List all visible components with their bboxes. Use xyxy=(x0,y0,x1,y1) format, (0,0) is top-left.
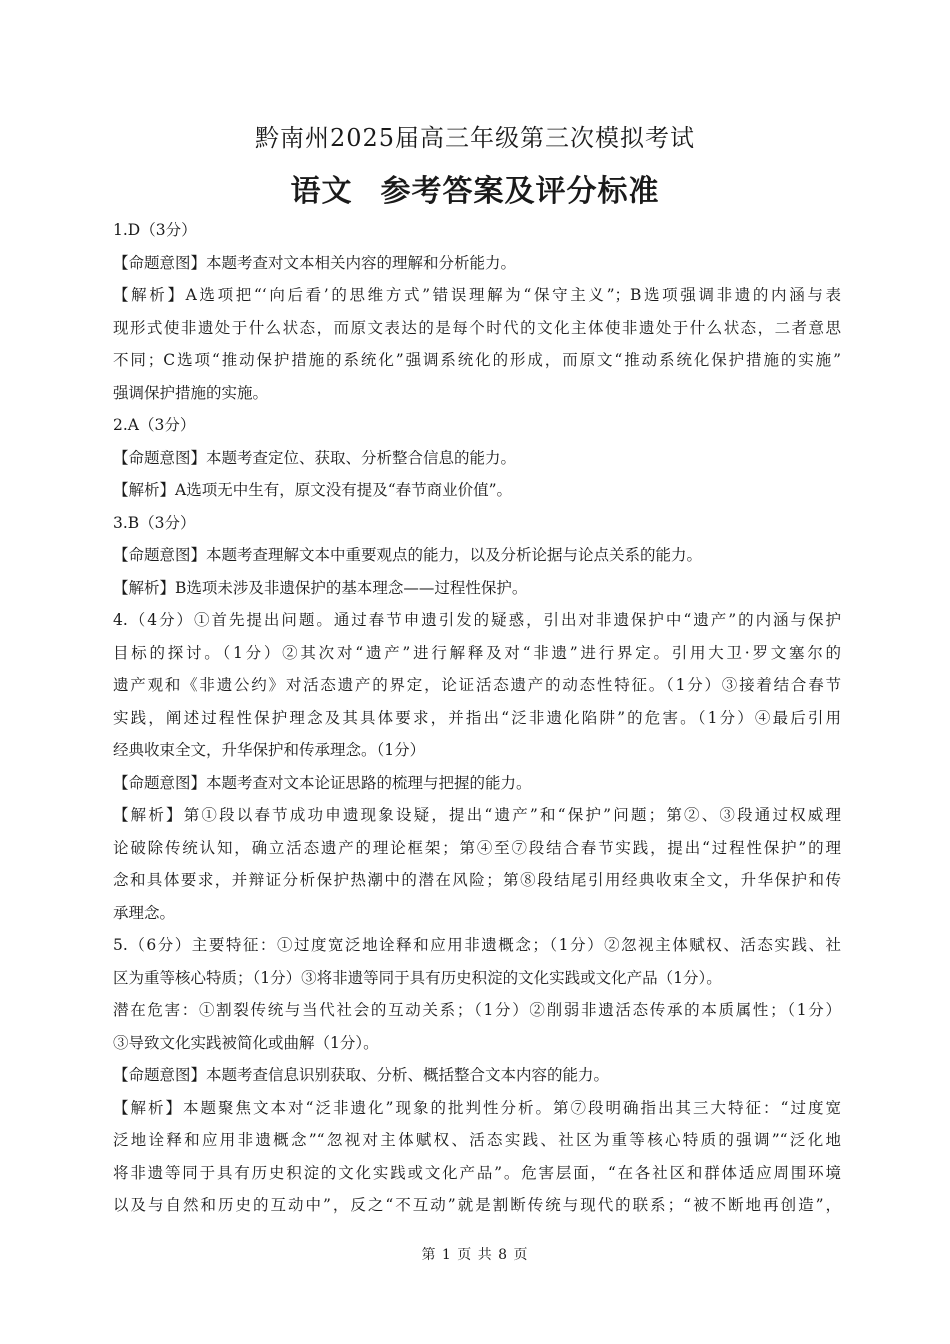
text-line: 将非遗等同于具有历史积淀的文化实践或文化产品”。危害层面，“在各社区和群体适应周围环境 xyxy=(113,1163,841,1182)
text-line: 目标的探讨。（1分）②其次对“遗产”进行解释及对“非遗”进行界定。引用大卫·罗文塞尔的 xyxy=(113,643,841,662)
text-line: 【解析】B选项未涉及非遗保护的基本理念——过程性保护。 xyxy=(113,578,528,597)
text-line: 区为重等核心特质；（1分）③将非遗等同于具有历史积淀的文化实践或文化产品（1分）。 xyxy=(113,968,722,987)
text-line: 3.B（3分） xyxy=(113,513,196,532)
text-line: 遗产观和《非遗公约》对活态遗产的界定，论证活态遗产的动态性特征。（1分）③接着结合春节 xyxy=(113,676,841,694)
text-line: 5.（6分）主要特征：①过度宽泛地诠释和应用非遗概念；（1分）②忽视主体赋权、活态实践、社 xyxy=(113,936,841,954)
text-line: ③导致文化实践被简化或曲解（1分）。 xyxy=(113,1033,379,1052)
text-line: 强调保护措施的实施。 xyxy=(113,383,269,402)
text-line: 【命题意图】本题考查对文本论证思路的梳理与把握的能力。 xyxy=(113,773,532,792)
text-line: 【解析】A选项把“‘向后看’的思维方式”错误理解为“保守主义”；B选项强调非遗的内涵与表 xyxy=(113,286,841,304)
text-line: 承理念。 xyxy=(113,903,176,922)
text-line: 2.A（3分） xyxy=(113,416,196,434)
text-line: 以及与自然和历史的互动中”，反之“不互动”就是割断传统与现代的联系；“被不断地再创造”， xyxy=(113,1196,841,1214)
text-line: 不同；C选项“推动保护措施的系统化”强调系统化的形成，而原文“推动系统化保护措施的实施” xyxy=(113,351,841,369)
text-line: 【命题意图】本题考查信息识别获取、分析、概括整合文本内容的能力。 xyxy=(113,1066,610,1084)
answer-content xyxy=(113,214,841,1222)
text-line: 潜在危害：①割裂传统与当代社会的互动关系；（1分）②削弱非遗活态传承的本质属性；（1分） xyxy=(113,1001,841,1019)
answer-key-title xyxy=(0,166,950,210)
text-line: 念和具体要求，并辩证分析保护热潮中的潜在风险；第⑧段结尾引用经典收束全文，升华保护和传 xyxy=(113,871,841,889)
subject-label: 语文 xyxy=(290,174,353,209)
text-line: 【命题意图】本题考查理解文本中重要观点的能力，以及分析论据与论点关系的能力。 xyxy=(113,546,703,564)
text-line: 实践，阐述过程性保护理念及其具体要求，并指出“泛非遗化陷阱”的危害。（1分）④最后引用 xyxy=(113,708,841,727)
text-line: 【解析】本题聚焦文本对“泛非遗化”现象的批判性分析。第⑦段明确指出其三大特征：“过度宽 xyxy=(113,1098,841,1117)
text-line: 4.（4分）①首先提出问题。通过春节申遗引发的疑惑，引出对非遗保护中“遗产”的内涵与保护 xyxy=(113,611,841,629)
text-line: 论破除传统认知，确立活态遗产的理论框架；第④至⑦段结合春节实践，提出“过程性保护”的理 xyxy=(113,838,841,857)
text-line: 【解析】第①段以春节成功申遗现象设疑，提出“遗产”和“保护”问题；第②、③段通过权威理 xyxy=(113,806,841,824)
exam-title: 黔南州2025届高三年级第三次模拟考试 xyxy=(254,124,696,152)
text-line: 现形式使非遗处于什么状态，而原文表达的是每个时代的文化主体使非遗处于什么状态，二者意思 xyxy=(113,318,841,337)
text-line: 1.D（3分） xyxy=(113,221,197,239)
page-number: 第 1 页 共 8 页 xyxy=(421,1247,529,1263)
text-line: 【解析】A选项无中生有，原文没有提及“春节商业价值”。 xyxy=(113,481,513,499)
text-line: 【命题意图】本题考查对文本相关内容的理解和分析能力。 xyxy=(113,253,517,272)
answer-key-label: 参考答案及评分标准 xyxy=(380,174,660,209)
text-line: 经典收束全文，升华保护和传承理念。（1分） xyxy=(113,741,426,759)
text-line: 【命题意图】本题考查定位、获取、分析整合信息的能力。 xyxy=(113,448,517,467)
text-line: 泛地诠释和应用非遗概念”“忽视对主体赋权、活态实践、社区为重等核心特质的强调”“泛化地 xyxy=(113,1131,841,1149)
